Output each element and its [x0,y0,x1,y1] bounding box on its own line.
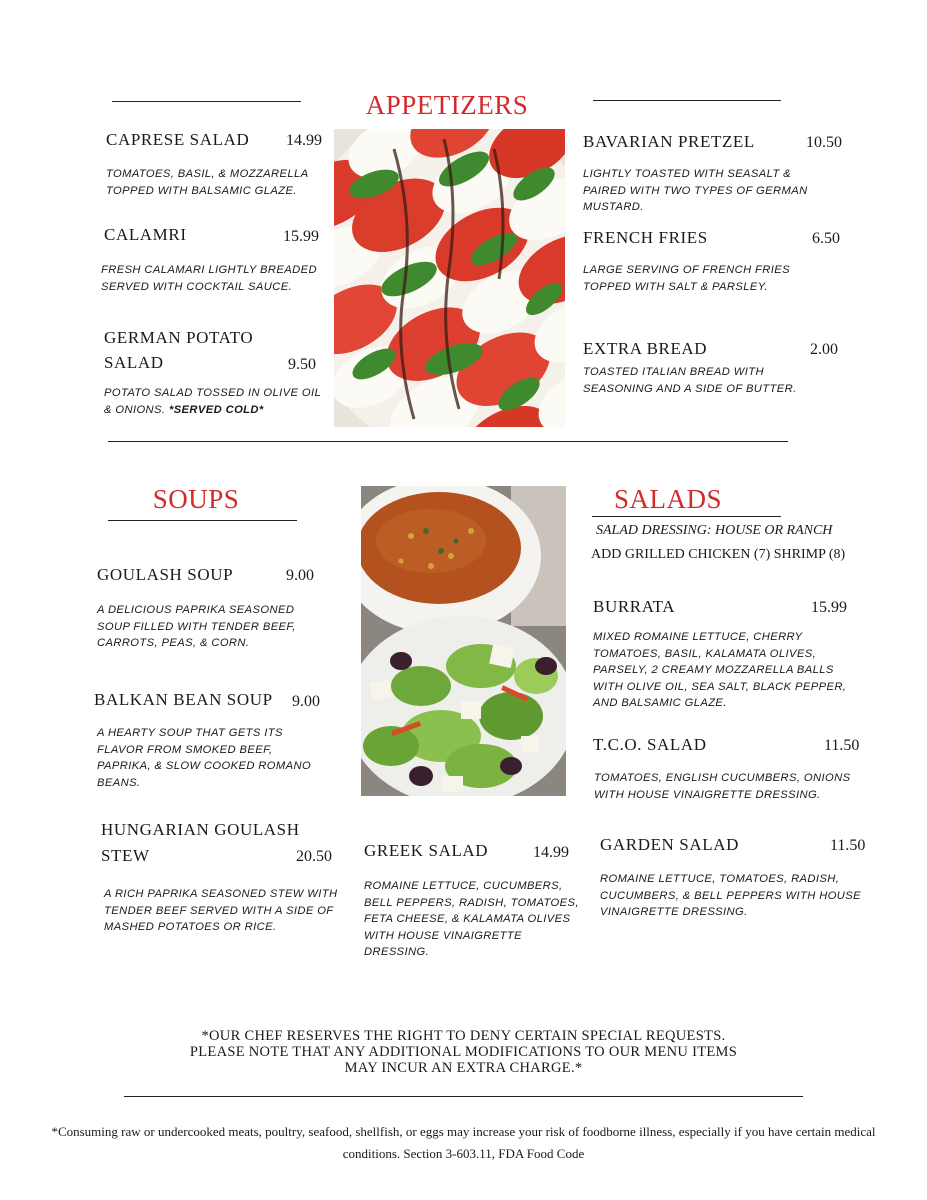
menu-item-price: 15.99 [811,599,847,616]
menu-item-price: 10.50 [806,134,842,151]
soup-salad-illustration [361,486,566,796]
menu-item-name: CAPRESE SALAD [106,130,250,149]
menu-item-description: LIGHTLY TOASTED WITH SEASALT & PAIRED WITH TWO TYPES OF GERMAN MUSTARD. [583,168,808,213]
menu-item-description: A RICH PAPRIKA SEASONED STEW WITH TENDER BEEF SERVED WITH A SIDE OF MASHED POTATOES OR RICE. [104,888,338,933]
menu-item-description [104,385,326,418]
appetizers-rule-right [593,100,781,101]
menu-item-price: 14.99 [286,132,322,149]
menu-item-name: FRENCH FRIES [583,228,708,247]
menu-item-price: 2.00 [810,341,838,358]
menu-item-name: BURRATA [593,597,676,616]
menu-item-description: TOMATOES, ENGLISH CUCUMBERS, ONIONS WITH HOUSE VINAIGRETTE DRESSING. [594,772,851,801]
food-safety-disclaimer: *Consuming raw or undercooked meats, poultry, seafood, shellfish, or eggs may increase your risk of foodborne illness, especially if you have certain medical conditions. Section 3-603.11, FDA Food Code [51,1124,876,1161]
menu-item-description-text: POTATO SALAD TOSSED IN OLIVE OIL & ONIONS. [104,387,321,416]
menu-item-name: BALKAN BEAN SOUP [94,690,273,709]
menu-item-name: EXTRA BREAD [583,339,708,358]
menu-item-description: ROMAINE LETTUCE, TOMATOES, RADISH, CUCUMBERS, & BELL PEPPERS WITH HOUSE VINAIGRETTE DRESSING. [600,873,861,918]
menu-item-price: 6.50 [812,230,840,247]
menu-item-description: TOASTED ITALIAN BREAD WITH SEASONING AND A SIDE OF BUTTER. [583,366,797,395]
chef-policy-line1: *OUR CHEF RESERVES THE RIGHT TO DENY CERTAIN SPECIAL REQUESTS. [201,1028,726,1044]
menu-item-name-line1: GERMAN POTATO [104,328,254,347]
menu-item-name-line2: STEW [101,846,150,865]
appetizers-rule-left [112,101,301,102]
salad-dressing-note: SALAD DRESSING: HOUSE OR RANCH [596,523,833,538]
caprese-salad-photo [334,129,565,427]
menu-item-description: ROMAINE LETTUCE, CUCUMBERS, BELL PEPPERS, RADISH, TOMATOES, FETA CHEESE, & KALAMATA OLIVES WITH HOUSE VINAIGRETTE DRESSING. [364,880,579,958]
salad-addon-note: ADD GRILLED CHICKEN (7) SHRIMP (8) [591,547,846,562]
menu-item-price: 14.99 [533,844,569,861]
menu-item-price: 9.50 [288,356,316,373]
menu-item-name: GREEK SALAD [364,841,489,860]
chef-policy-line3: MAY INCUR AN EXTRA CHARGE.* [344,1060,583,1076]
soups-rule [108,520,297,521]
menu-item-name-line2: SALAD [104,353,164,372]
menu-item-price: 20.50 [296,848,332,865]
menu-item-name: GARDEN SALAD [600,835,739,854]
menu-item-description: LARGE SERVING OF FRENCH FRIES TOPPED WITH SALT & PARSLEY. [583,264,791,293]
menu-item-name: GOULASH SOUP [97,565,234,584]
menu-item-price: 9.00 [292,693,320,710]
menu-item-price: 9.00 [286,567,314,584]
menu-item-name-line1: HUNGARIAN GOULASH [101,820,300,839]
soup-and-salad-photo [361,486,566,796]
served-cold-note: *SERVED COLD* [168,403,264,416]
caprese-illustration [334,129,565,427]
menu-item-description: A DELICIOUS PAPRIKA SEASONED SOUP FILLED WITH TENDER BEEF, CARROTS, PEAS, & CORN. [97,604,296,649]
footer-rule [124,1096,803,1097]
salads-heading: SALADS [613,484,723,514]
chef-policy-line2: PLEASE NOTE THAT ANY ADDITIONAL MODIFICATIONS TO OUR MENU ITEMS [189,1044,738,1060]
menu-item-description: A HEARTY SOUP THAT GETS ITS FLAVOR FROM SMOKED BEEF, PAPRIKA, & SLOW COOKED ROMANO BEANS. [97,727,312,789]
section-divider [108,441,788,442]
menu-item-description: TOMATOES, BASIL, & MOZZARELLA TOPPED WITH BALSAMIC GLAZE. [106,168,309,197]
menu-item-description: FRESH CALAMARI LIGHTLY BREADED SERVED WITH COCKTAIL SAUCE. [101,264,317,293]
appetizers-heading: APPETIZERS [365,90,529,120]
menu-item-name: T.C.O. SALAD [593,735,707,754]
menu-item-name: BAVARIAN PRETZEL [583,132,755,151]
menu-item-description: MIXED ROMAINE LETTUCE, CHERRY TOMATOES, BASIL, KALAMATA OLIVES, PARSELY, 2 CREAMY MOZZARELLA BALLS WITH OLIVE OIL, SEA SALT, BLACK PEPPER, AND BALSAMIC GLAZE. [593,631,847,709]
menu-item-name: CALAMRI [104,225,187,244]
menu-item-price: 11.50 [830,837,866,854]
soups-heading: SOUPS [152,484,240,514]
salads-rule [592,516,781,517]
menu-item-price: 15.99 [283,228,319,245]
menu-item-price: 11.50 [824,737,860,754]
